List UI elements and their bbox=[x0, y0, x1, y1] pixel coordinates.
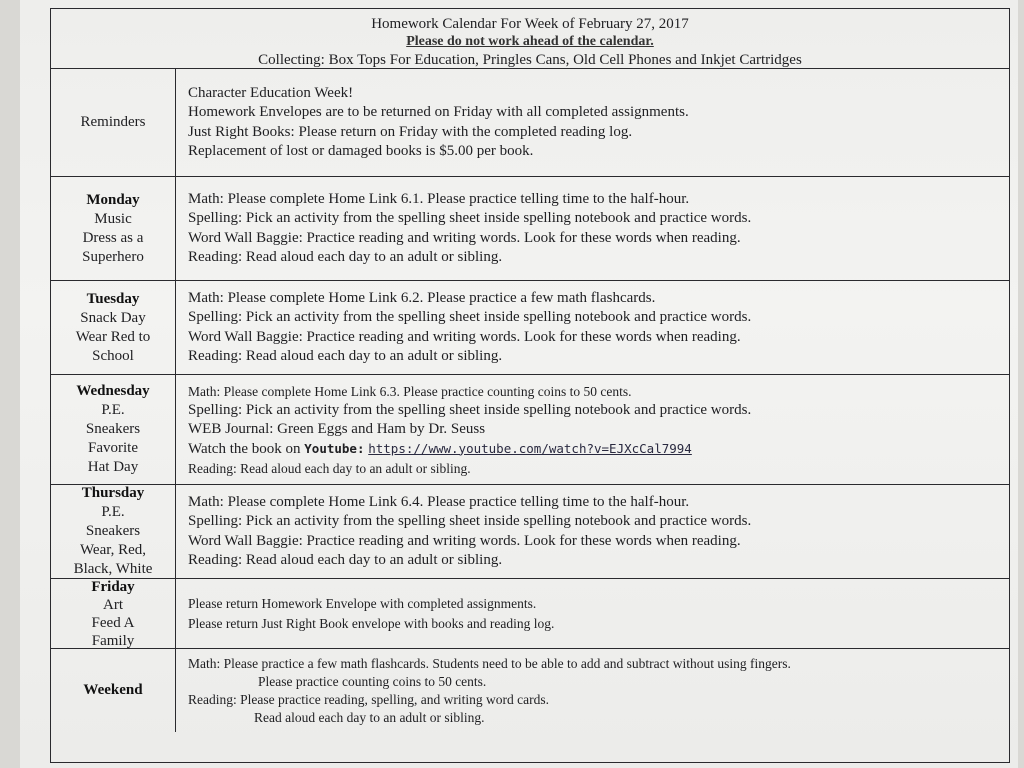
youtube-link[interactable]: https://www.youtube.com/watch?v=EJXcCal7994 bbox=[368, 440, 692, 456]
day-label-weekend: Weekend bbox=[83, 682, 143, 698]
assignment-line: Word Wall Baggie: Practice reading and writing words. Look for these words when reading. bbox=[188, 229, 741, 246]
youtube-label: Youtube: bbox=[304, 440, 365, 456]
wednesday-content bbox=[176, 375, 1009, 484]
thursday-label-cell bbox=[51, 485, 176, 578]
reminder-line: Replacement of lost or damaged books is $5.00 per book. bbox=[188, 143, 534, 159]
day-note: Black, White bbox=[73, 561, 153, 577]
monday-row bbox=[51, 177, 1009, 281]
reminders-label: Reminders bbox=[80, 114, 146, 130]
calendar-header bbox=[51, 9, 1009, 69]
watch-line bbox=[188, 439, 997, 459]
paper-background bbox=[20, 0, 1018, 768]
assignment-line: Please return Homework Envelope with completed assignments. bbox=[188, 596, 537, 611]
day-note: Dress as a bbox=[82, 229, 144, 246]
assignment-line: Math: Please practice a few math flashcards. Students need to be able to add and subtract without using fingers. bbox=[188, 655, 791, 671]
wednesday-row bbox=[51, 375, 1009, 485]
tuesday-row bbox=[51, 281, 1009, 375]
collecting-line: Collecting: Box Tops For Education, Pringles Cans, Old Cell Phones and Inkjet Cartridges bbox=[258, 52, 802, 68]
day-note: Superhero bbox=[82, 248, 144, 265]
watch-prefix: Watch the book on bbox=[188, 440, 305, 457]
monday-label-cell bbox=[51, 177, 176, 280]
assignment-line: Reading: Read aloud each day to an adult or sibling. bbox=[188, 348, 503, 364]
day-note: Snack Day bbox=[80, 309, 146, 326]
homework-calendar bbox=[50, 8, 1010, 763]
reminder-line: Just Right Books: Please return on Friday with the completed reading log. bbox=[188, 123, 633, 140]
wednesday-label-cell bbox=[51, 375, 176, 484]
assignment-line: Reading: Please practice reading, spelling, and writing word cards. bbox=[188, 691, 550, 707]
friday-content bbox=[176, 579, 1009, 648]
day-label-wednesday: Wednesday bbox=[76, 383, 150, 399]
assignment-line: Please return Just Right Book envelope with books and reading log. bbox=[188, 615, 555, 631]
day-note: Music bbox=[94, 210, 132, 227]
day-note: Family bbox=[91, 632, 135, 649]
day-label-monday: Monday bbox=[86, 191, 140, 208]
assignment-line: Spelling: Pick an activity from the spelling sheet inside spelling notebook and practice words. bbox=[188, 401, 752, 418]
assignment-line: Read aloud each day to an adult or sibling. bbox=[254, 709, 485, 725]
assignment-line: Math: Please complete Home Link 6.2. Please practice a few math flashcards. bbox=[188, 289, 656, 306]
monday-content bbox=[176, 177, 1009, 280]
day-note: Sneakers bbox=[85, 421, 141, 437]
day-note: Wear Red to bbox=[75, 328, 151, 345]
tuesday-label-cell bbox=[51, 281, 176, 374]
assignment-line: Spelling: Pick an activity from the spelling sheet inside spelling notebook and practice words. bbox=[188, 309, 752, 325]
assignment-line: Please practice counting coins to 50 cents. bbox=[258, 673, 487, 689]
day-note: Wear, Red, bbox=[79, 542, 147, 558]
assignment-line: Word Wall Baggie: Practice reading and writing words. Look for these words when reading. bbox=[188, 328, 741, 345]
friday-row bbox=[51, 579, 1009, 649]
reminder-line: Homework Envelopes are to be returned on Friday with all completed assignments. bbox=[188, 104, 689, 120]
day-note: Favorite bbox=[88, 440, 138, 456]
assignment-line: Spelling: Pick an activity from the spelling sheet inside spelling notebook and practice words. bbox=[188, 210, 752, 226]
assignment-line: Reading: Read aloud each day to an adult or sibling. bbox=[188, 552, 503, 568]
assignment-line: Word Wall Baggie: Practice reading and writing words. Look for these words when reading. bbox=[188, 532, 741, 549]
day-note: Feed A bbox=[91, 614, 135, 631]
weekend-row bbox=[51, 649, 1009, 732]
assignment-line: Math: Please complete Home Link 6.4. Please practice telling time to the half-hour. bbox=[188, 493, 690, 510]
assignment-line: Math: Please complete Home Link 6.3. Please practice counting coins to 50 cents. bbox=[188, 383, 632, 399]
weekend-label-cell bbox=[51, 649, 176, 732]
day-note: Hat Day bbox=[87, 459, 139, 475]
reminders-row bbox=[51, 69, 1009, 177]
assignment-line: Reading: Read aloud each day to an adult or sibling. bbox=[188, 460, 471, 476]
day-note: P.E. bbox=[101, 402, 125, 418]
day-note: Art bbox=[103, 596, 123, 613]
thursday-row bbox=[51, 485, 1009, 579]
assignment-line: Spelling: Pick an activity from the spelling sheet inside spelling notebook and practice words. bbox=[188, 513, 752, 529]
weekend-content bbox=[176, 649, 1009, 732]
day-note: Sneakers bbox=[85, 523, 141, 539]
reminders-label-cell bbox=[51, 69, 176, 176]
day-note: P.E. bbox=[101, 504, 125, 520]
calendar-title: Homework Calendar For Week of February 27, 2017 bbox=[371, 16, 689, 32]
thursday-content bbox=[176, 485, 1009, 578]
assignment-line: WEB Journal: Green Eggs and Ham by Dr. Seuss bbox=[188, 420, 486, 437]
day-note: School bbox=[92, 347, 134, 364]
day-label-tuesday: Tuesday bbox=[86, 290, 140, 307]
reminders-content bbox=[176, 69, 1009, 176]
assignment-line: Reading: Read aloud each day to an adult or sibling. bbox=[188, 249, 503, 265]
day-label-friday: Friday bbox=[91, 578, 135, 595]
reminder-line: Character Education Week! bbox=[188, 84, 354, 101]
friday-label-cell bbox=[51, 579, 176, 648]
tuesday-content bbox=[176, 281, 1009, 374]
assignment-line: Math: Please complete Home Link 6.1. Please practice telling time to the half-hour. bbox=[188, 190, 690, 207]
calendar-subtitle: Please do not work ahead of the calendar. bbox=[406, 34, 654, 49]
day-label-thursday: Thursday bbox=[81, 485, 145, 501]
